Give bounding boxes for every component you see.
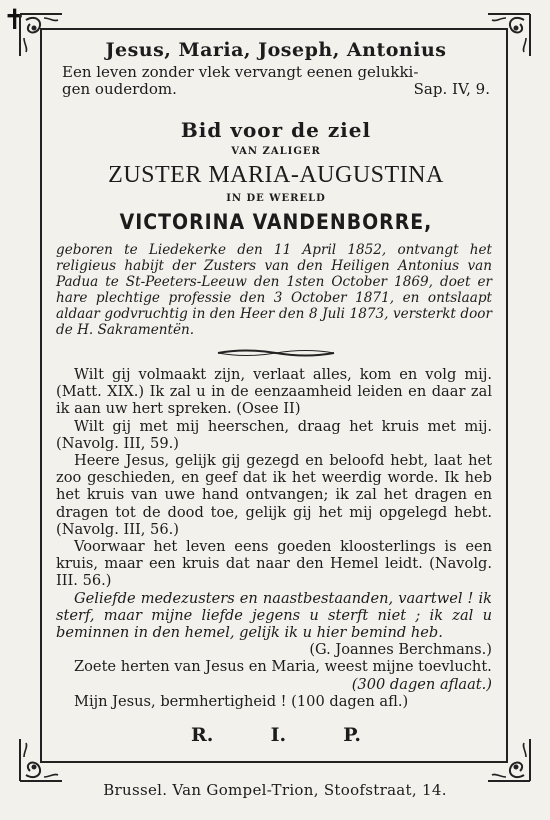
ornament-corner-top-left xyxy=(14,8,68,62)
rip-line xyxy=(191,724,361,746)
epigraph-line-2: gen ouderdom. xyxy=(62,80,177,98)
biography: geboren te Liedekerke den 11 April 1852, ontvangt het religieus habijt der Zusters van den Heiligen Antonius van Padua te St-Peeters-Leeuw den 1sten October 1869, doet er hare plechtige professie den 3 October 1871, en ontslaapt aldaar godvruchtig in den Heer den 8 Juli 1873, versterkt door de H. Sakramentën. xyxy=(56,242,492,338)
rip-r: R. xyxy=(191,724,214,747)
printer-imprint: Brussel. Van Gompel-Trion, Stoofstraat, 14. xyxy=(103,781,447,799)
paragraph-3: Heere Jesus, gelijk gij gezegd en beloofd hebt, laat het zoo geschieden, en geef dat ik het weerdig worde. Ik heb het kruis van uwe hand ontvangen; ik zal het dragen en dragen tot de dood toe, gelijk gij het mij opgelegd hebt. (Navolg. III, 56.) xyxy=(56,452,492,538)
birth-name: VICTORINA VANDENBORRE, xyxy=(119,210,433,234)
rip-p: P. xyxy=(343,724,361,747)
ornament-corner-top-right xyxy=(482,8,536,62)
attribution-berchmans: (G. Joannes Berchmans.) xyxy=(309,641,492,659)
paragraph-5: Geliefde medezusters en naastbestaanden, vaartwel ! ik sterf, maar mijne liefde jegens u sterft niet ; ik zal u beminnen in den hemel, gelijk ik u hier bemind heb. xyxy=(56,589,492,642)
meditation-text xyxy=(56,366,492,710)
divider-ornament xyxy=(216,348,336,358)
invocation: Jesus, Maria, Joseph, Antonius xyxy=(105,39,447,61)
card-content xyxy=(56,38,492,747)
religious-name: ZUSTER MARIA-AUGUSTINA xyxy=(108,162,444,188)
rip-i: I. xyxy=(270,724,287,747)
van-zaliger-label: VAN ZALIGER xyxy=(231,146,321,157)
paragraph-2: Wilt gij met mij heerschen, draag het kruis met mij. (Navolg. III, 59.) xyxy=(56,417,492,452)
paragraph-6: Zoete herten van Jesus en Maria, weest mijne toevlucht. xyxy=(74,658,492,676)
epigraph-reference: Sap. IV, 9. xyxy=(413,80,490,98)
epigraph-line-2-row xyxy=(62,81,490,98)
paragraph-4: Voorwaar het leven eens goeden kloosterlings is een kruis, maar een kruis dat naar den Hemel leidt. (Navolg. III. 56.) xyxy=(56,538,492,590)
prayer-heading: Bid voor de ziel xyxy=(180,118,372,142)
epigraph xyxy=(62,64,490,98)
cross-mark: ✝ xyxy=(3,3,27,36)
in-de-wereld-label: IN DE WERELD xyxy=(226,193,326,204)
indulgence-300: (300 dagen aflaat.) xyxy=(351,675,492,693)
ornament-corner-bottom-left xyxy=(14,733,68,787)
paragraph-7: Mijn Jesus, bermhertigheid ! (100 dagen afl.) xyxy=(74,692,409,710)
ornament-corner-bottom-right xyxy=(482,733,536,787)
paragraph-1: Wilt gij volmaakt zijn, verlaat alles, kom en volg mij. (Matt. XIX.) Ik zal u in de eenzaamheid leiden en daar zal ik aan uw hert spreken. (Osee II) xyxy=(56,366,492,418)
epigraph-line-1: Een leven zonder vlek vervangt eenen gelukki- xyxy=(62,63,419,81)
